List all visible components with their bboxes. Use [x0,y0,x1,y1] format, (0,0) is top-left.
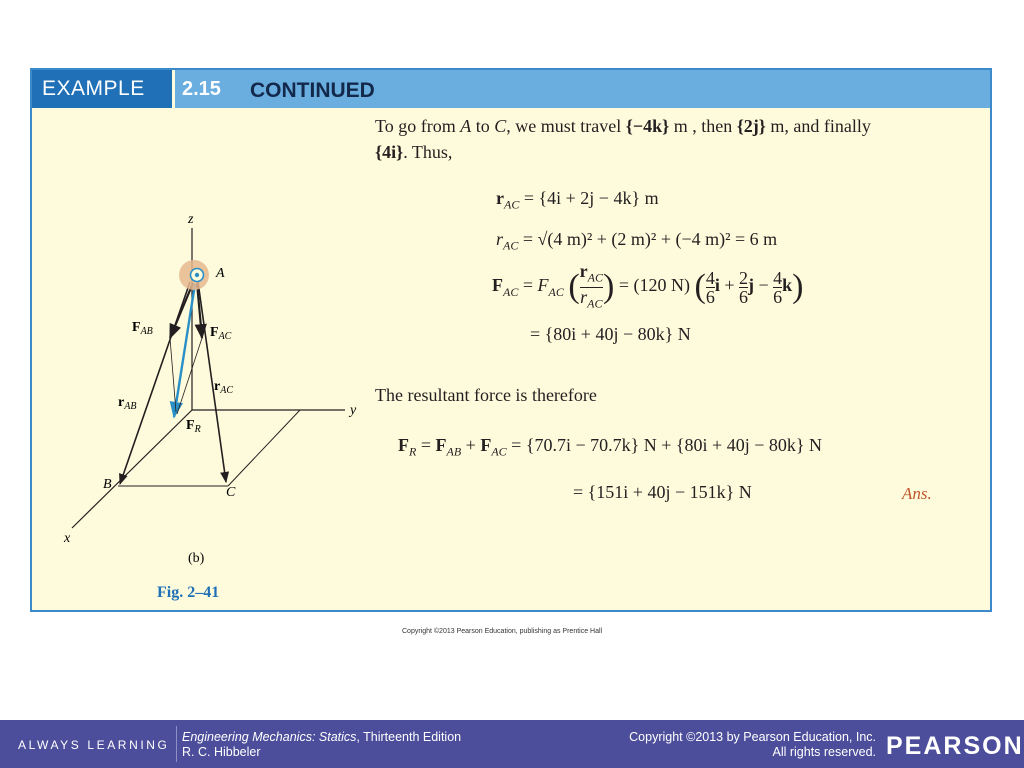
figure-part-label: (b) [188,551,205,566]
footer-rights-line: All rights reserved. [772,745,876,759]
footer-copyright-line: Copyright ©2013 by Pearson Education, Inc. [629,730,876,744]
pearson-logo: PEARSON [886,732,1024,760]
fr-result: = {151i + 40j − 151k} N [573,482,752,502]
fab-arrow [170,283,193,338]
answer-label: Ans. [902,484,932,503]
y-label: y [350,403,357,418]
resultant-intro: The resultant force is therefore [375,385,597,405]
construction-line-1 [170,338,176,412]
figure-caption: Fig. 2–41 [157,584,220,601]
footer-divider [176,726,177,762]
fac-result: = {80i + 40j − 80k} N [530,324,691,344]
always-learning: ALWAYS LEARNING [18,738,170,752]
rac-label: $r_{AC}$ [214,379,233,396]
rac-magnitude-equation: $r_{AC} = √(4$ m)² + (2 m)² + (−4 m)² = 6 m [496,229,778,253]
joint-a-pin [195,273,199,277]
footer-copyright [629,730,876,760]
example-number: 2.15 [182,78,221,100]
book-edition: , Thirteenth Edition [356,730,462,744]
book-info [182,730,461,760]
fac-equation: $F_{AC} = F_{AC}$ ( $\frac{r_{AC}}{r_{AC}}$ ) = (120 N) ( $\frac{4}{6}$ i + $\frac{2}{6}$ j − $\frac{4}{6}$ k) [492,261,804,311]
point-b-label: B [103,477,112,492]
fab-label: $F_{AB}$ [132,320,153,337]
fr-equation: $F_R = F_{AB} + F_{AC} = \{70.7i - 70.7k\} N + \{80i + 40j - 80k\}$ N [398,435,822,459]
fac-label: $F_{AC}$ [210,325,232,342]
example-label: EXAMPLE [32,70,172,108]
x-label: x [64,531,71,546]
x-axis [72,410,192,528]
slide-copyright: Copyright ©2013 Pearson Education, publishing as Prentice Hall [402,628,603,635]
z-label: z [188,212,194,227]
continued-label: CONTINUED [250,79,375,102]
footer-bar [0,720,1024,768]
book-title: Engineering Mechanics: Statics [182,730,357,744]
rac-vector [198,282,226,482]
book-author: R. C. Hibbeler [182,745,261,759]
plane-edge-cy [228,410,300,486]
point-a-label: A [216,266,225,281]
rac-vector-equation: $r_{AC} = \{4i + 2j - 4k\}$ m [496,188,659,212]
solution-line-2: {4i}. Thus, [375,142,453,162]
rab-label: $r_{AB}$ [118,395,137,412]
point-c-label: C [226,485,236,500]
solution-line-1: To go from A to C, we must travel {−4k} m , then {2j} m, and finally [375,116,871,136]
fr-label: $F_R$ [186,418,201,435]
